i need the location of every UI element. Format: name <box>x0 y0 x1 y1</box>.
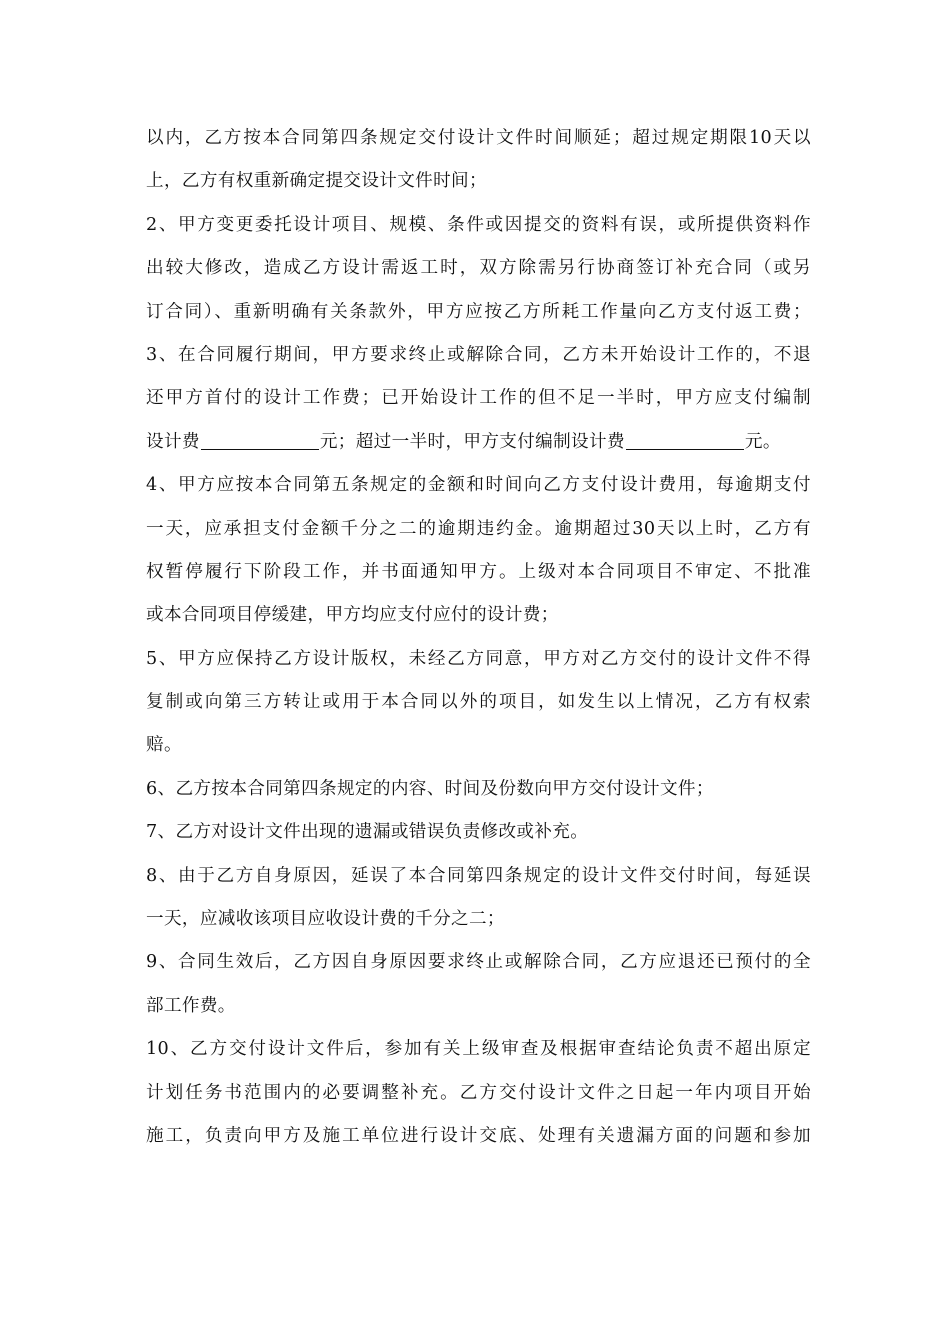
text-line: 上，乙方有权重新确定提交设计文件时间； <box>146 171 487 192</box>
text-line: 7、乙方对设计文件出现的遗漏或错误负责修改或补充。 <box>146 822 589 843</box>
text-fragment: 元；超过一半时，甲方支付编制设计费 <box>319 431 625 452</box>
document-body <box>146 117 811 1158</box>
text-line: 出较大修改，造成乙方设计需返工时，双方除需另行协商签订补充合同（或另 <box>146 258 811 279</box>
text-line: 权暂停履行下阶段工作，并书面通知甲方。上级对本合同项目不审定、不批准 <box>146 561 811 582</box>
text-fragment: 设计费 <box>146 431 200 452</box>
text-line: 6、乙方按本合同第四条规定的内容、时间及份数向甲方交付设计文件； <box>146 778 714 799</box>
text-line: 2、甲方变更委托设计项目、规模、条件或因提交的资料有误，或所提供资料作 <box>146 214 811 235</box>
text-line: 施工，负责向甲方及施工单位进行设计交底、处理有关遗漏方面的问题和参加 <box>146 1125 811 1146</box>
text-line: 10、乙方交付设计文件后，参加有关上级审查及根据审查结论负责不超出原定 <box>146 1039 811 1060</box>
text-line: 9、合同生效后，乙方因自身原因要求终止或解除合同，乙方应退还已预付的全 <box>146 952 811 973</box>
text-line: 订合同）、重新明确有关条款外，甲方应按乙方所耗工作量向乙方支付返工费； <box>146 301 811 322</box>
fill-in-blank <box>626 431 744 450</box>
text-line: 5、甲方应保持乙方设计版权，未经乙方同意，甲方对乙方交付的设计文件不得 <box>146 648 811 669</box>
text-line: 4、甲方应按本合同第五条规定的金额和时间向乙方支付设计费用，每逾期支付 <box>146 475 811 496</box>
text-fragment: 元。 <box>744 431 781 452</box>
text-line: 以内，乙方按本合同第四条规定交付设计文件时间顺延；超过规定期限10天以 <box>146 128 811 148</box>
text-line: 或本合同项目停缓建，甲方均应支付应付的设计费； <box>146 605 559 626</box>
text-line: 一天，应承担支付金额千分之二的逾期违约金。逾期超过30天以上时，乙方有 <box>146 518 811 539</box>
text-line: 计划任务书范围内的必要调整补充。乙方交付设计文件之日起一年内项目开始 <box>146 1082 811 1103</box>
text-line: 复制或向第三方转让或用于本合同以外的项目，如发生以上情况，乙方有权索 <box>146 692 811 713</box>
text-line: 一天，应减收该项目应收设计费的千分之二； <box>146 909 505 930</box>
fill-in-blank <box>201 431 319 450</box>
text-line-with-blanks <box>146 421 811 464</box>
text-line: 8、由于乙方自身原因，延误了本合同第四条规定的设计文件交付时间，每延误 <box>146 865 811 886</box>
text-line: 赔。 <box>146 735 182 756</box>
text-line: 部工作费。 <box>146 995 236 1016</box>
text-line: 3、在合同履行期间，甲方要求终止或解除合同，乙方未开始设计工作的，不退 <box>146 344 811 365</box>
text-line: 还甲方首付的设计工作费；已开始设计工作的但不足一半时，甲方应支付编制 <box>146 388 811 409</box>
